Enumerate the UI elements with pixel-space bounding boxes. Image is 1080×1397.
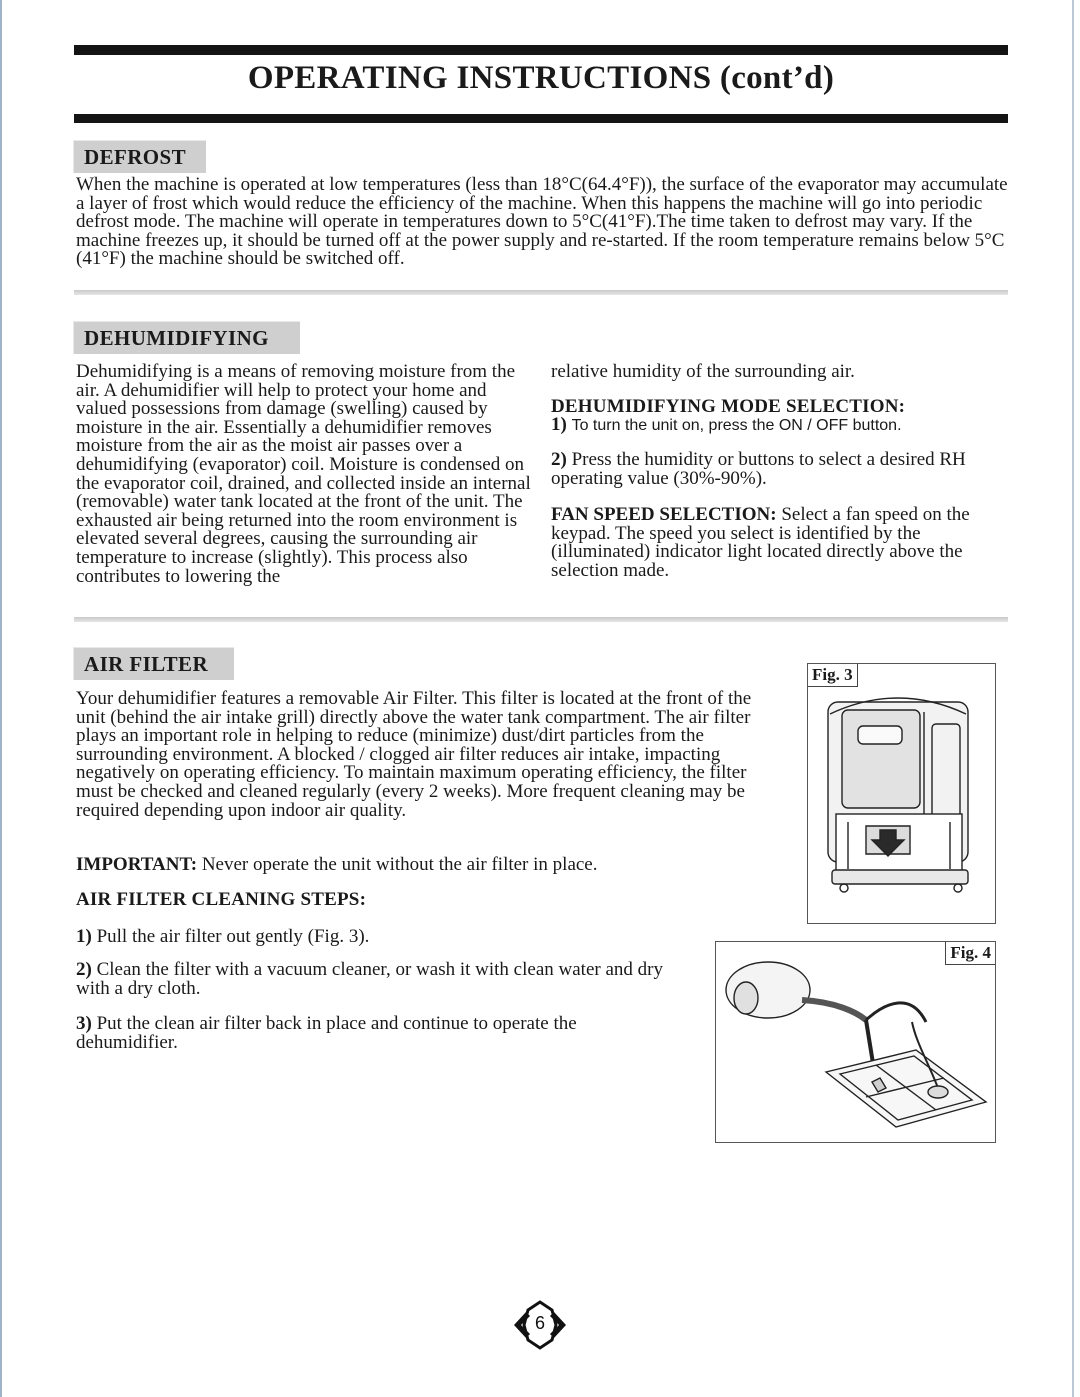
air-filter-intro: Your dehumidifier features a removable Air Filter. This filter is located at the front of the unit (behind the air intake grill) directly above the water tank compartment. The air filter plays an important role in helping to reduce (minimize) dust/dirt particles from the surrounding environment. A blocked / clogged air filter reduces air intake, impacting negatively on operating efficiency. To maintain maximum operating efficiency, the filter must be checked and cleaned regularly (every 2 weeks). More frequent cleaning may be required depending upon indoor air quality. [76,688,752,821]
page-title: OPERATING INSTRUCTIONS (cont’d) [247,60,835,96]
section-divider [74,617,1008,622]
dehumidifier-illustration [808,664,995,923]
cleaning-step-2 [76,961,700,998]
title-rule-bottom [74,114,1008,123]
fan-speed-label: FAN SPEED SELECTION: [551,504,777,525]
figure-3 [807,663,996,924]
mode-step-1-text: To turn the unit on, press the ON / OFF button. [571,417,902,434]
important-label: IMPORTANT: [76,854,198,875]
section-heading-dehumidifying: DEHUMIDIFYING [73,321,300,354]
mode-step-2-text: Press the humidity or buttons to select a desired RH operating value (30%-90%). [551,449,966,489]
section-divider [74,290,1008,295]
figure-4-label: Fig. 4 [945,942,995,965]
cleaning-step-1 [76,928,676,947]
title-rule-top [74,45,1008,55]
cleaning-step-2-number: 2) [76,959,92,980]
page-edge-right [1072,0,1074,1397]
mode-step-1 [551,416,1003,436]
page-number: 6 [534,1313,545,1333]
important-text: Never operate the unit without the air filter in place. [201,854,598,875]
cleaning-step-1-text: Pull the air filter out gently (Fig. 3). [96,926,370,947]
page-edge-left [0,0,2,1397]
fan-speed-selection [551,506,1007,580]
section-heading-air-filter: AIR FILTER [73,647,234,680]
vacuum-cleaning-illustration [716,942,995,1142]
cleaning-step-3-number: 3) [76,1013,92,1034]
figure-4 [715,941,996,1143]
mode-selection-heading: DEHUMIDIFYING MODE SELECTION: [551,396,906,417]
mode-step-2-number: 2) [551,449,567,470]
section-heading-defrost: DEFROST [73,140,206,173]
cleaning-step-3-text: Put the clean air filter back in place and continue to operate the dehumidifier. [76,1013,577,1053]
page-number-badge [510,1300,570,1350]
dehumidifying-intro-cont: relative humidity of the surrounding air. [551,361,855,382]
cleaning-step-2-text: Clean the filter with a vacuum cleaner, or wash it with clean water and dry with a dry cloth. [76,959,663,999]
fan-speed-text: Select a fan speed on the keypad. The speed you select is identified by the (illuminated) indicator light located directly above the selection made. [551,504,970,581]
cleaning-step-1-number: 1) [76,926,92,947]
mode-step-2 [551,451,991,488]
mode-step-1-number: 1) [551,414,567,435]
dehumidifying-intro: Dehumidifying is a means of removing moisture from the air. A dehumidifier will help to protect your home and valued possessions from damage (swelling) caused by moisture in the air. Essentially a dehumidifier removes moisture from the air as the moist air passes over a dehumidifying (evaporator) coil. Moisture is condensed on the evaporator coil, drained, and collected inside an internal (removable) water tank located at the front of the unit. The exhausted air being returned into the room environment is elevated several degrees, causing the surrounding air temperature to increase (slightly). This process also contributes to lowering the [76,361,531,587]
defrost-body: When the machine is operated at low temperatures (less than 18°C(64.4°F)), the surface of the evaporator may accumulate a layer of frost which would reduce the efficiency of the machine. When this happens the machine will go into periodic defrost mode. The machine will operate in temperatures down to 5°C(41°F).The time taken to defrost may vary. If the machine freezes up, it should be turned off at the power supply and re-started. If the room temperature remains below 5°C (41°F) the machine should be switched off. [76,174,1008,270]
cleaning-step-3 [76,1015,656,1052]
air-filter-important [76,856,762,875]
figure-3-label: Fig. 3 [808,664,858,687]
cleaning-steps-heading: AIR FILTER CLEANING STEPS: [76,889,367,910]
